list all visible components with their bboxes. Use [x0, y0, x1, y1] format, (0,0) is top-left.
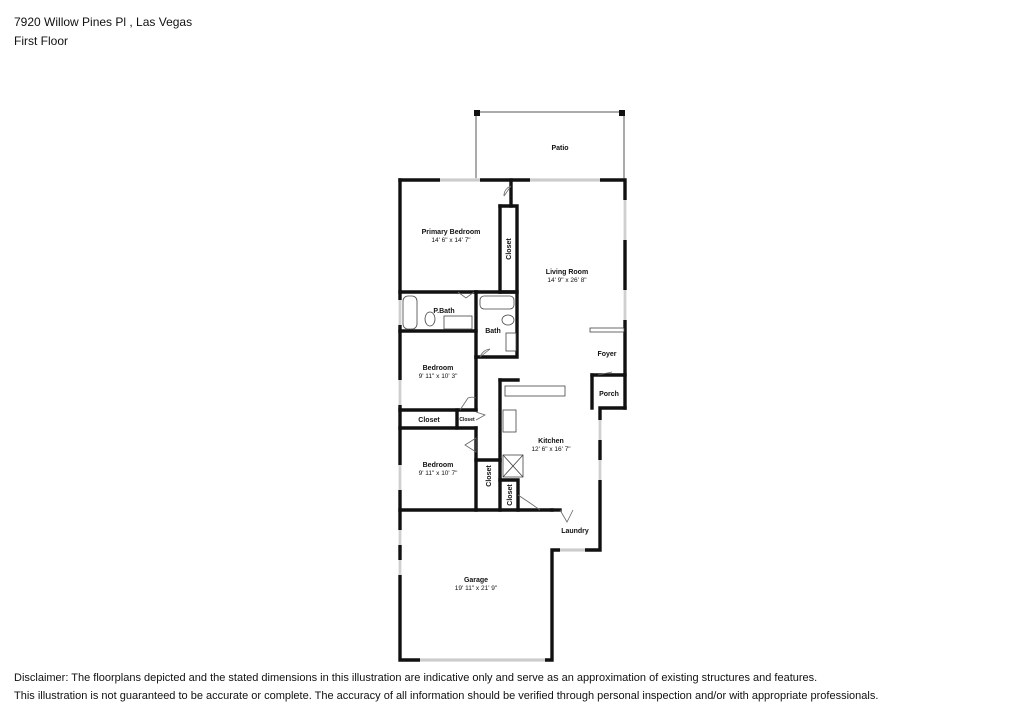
- primary-bedroom-dims: 14' 6" x 14' 7": [431, 237, 471, 244]
- garage-label: Garage: [463, 577, 489, 584]
- bedroom2-label: Bedroom: [422, 462, 454, 469]
- disclaimer-line-1: Disclaimer: The floorplans depicted and the stated dimensions in this illustration are indicative only and serve as an approximation of existing structures and features.: [14, 672, 818, 684]
- living-room-label: Living Room: [545, 269, 589, 276]
- closet-a-label: Closet: [418, 417, 440, 424]
- kitchen-label: Kitchen: [538, 438, 564, 445]
- property-address: 7920 Willow Pines Pl , Las Vegas: [14, 15, 193, 29]
- garage-dims: 19' 11" x 21' 9": [454, 585, 498, 592]
- floor-label: First Floor: [14, 34, 68, 48]
- foyer-label: Foyer: [597, 351, 617, 358]
- bedroom1-label: Bedroom: [422, 365, 454, 372]
- closet-c-label: Closet: [486, 465, 493, 487]
- kitchen-dims: 12' 6" x 16' 7": [531, 446, 571, 453]
- primary-bedroom-label: Primary Bedroom: [421, 229, 481, 236]
- laundry-label: Laundry: [561, 528, 589, 535]
- primary-closet-label: Closet: [506, 238, 513, 260]
- patio-label: Patio: [551, 145, 569, 152]
- doors: [458, 186, 612, 522]
- bedroom2-dims: 9' 11" x 10' 7": [418, 470, 458, 477]
- porch-label: Porch: [599, 391, 619, 398]
- closet-d-label: Closet: [507, 484, 514, 506]
- disclaimer-line-2: This illustration is not guaranteed to be accurate or complete. The accuracy of all information should be verified through personal inspection and/or with appropriate professionals.: [14, 690, 879, 702]
- bedroom1-dims: 9' 11" x 10' 3": [418, 373, 458, 380]
- living-room-dims: 14' 9" x 26' 8": [547, 277, 587, 284]
- pbath-label: P.Bath: [433, 308, 455, 315]
- bath-label: Bath: [485, 328, 501, 335]
- closet-b-label: Closet: [459, 417, 475, 423]
- patio-area: [474, 110, 625, 180]
